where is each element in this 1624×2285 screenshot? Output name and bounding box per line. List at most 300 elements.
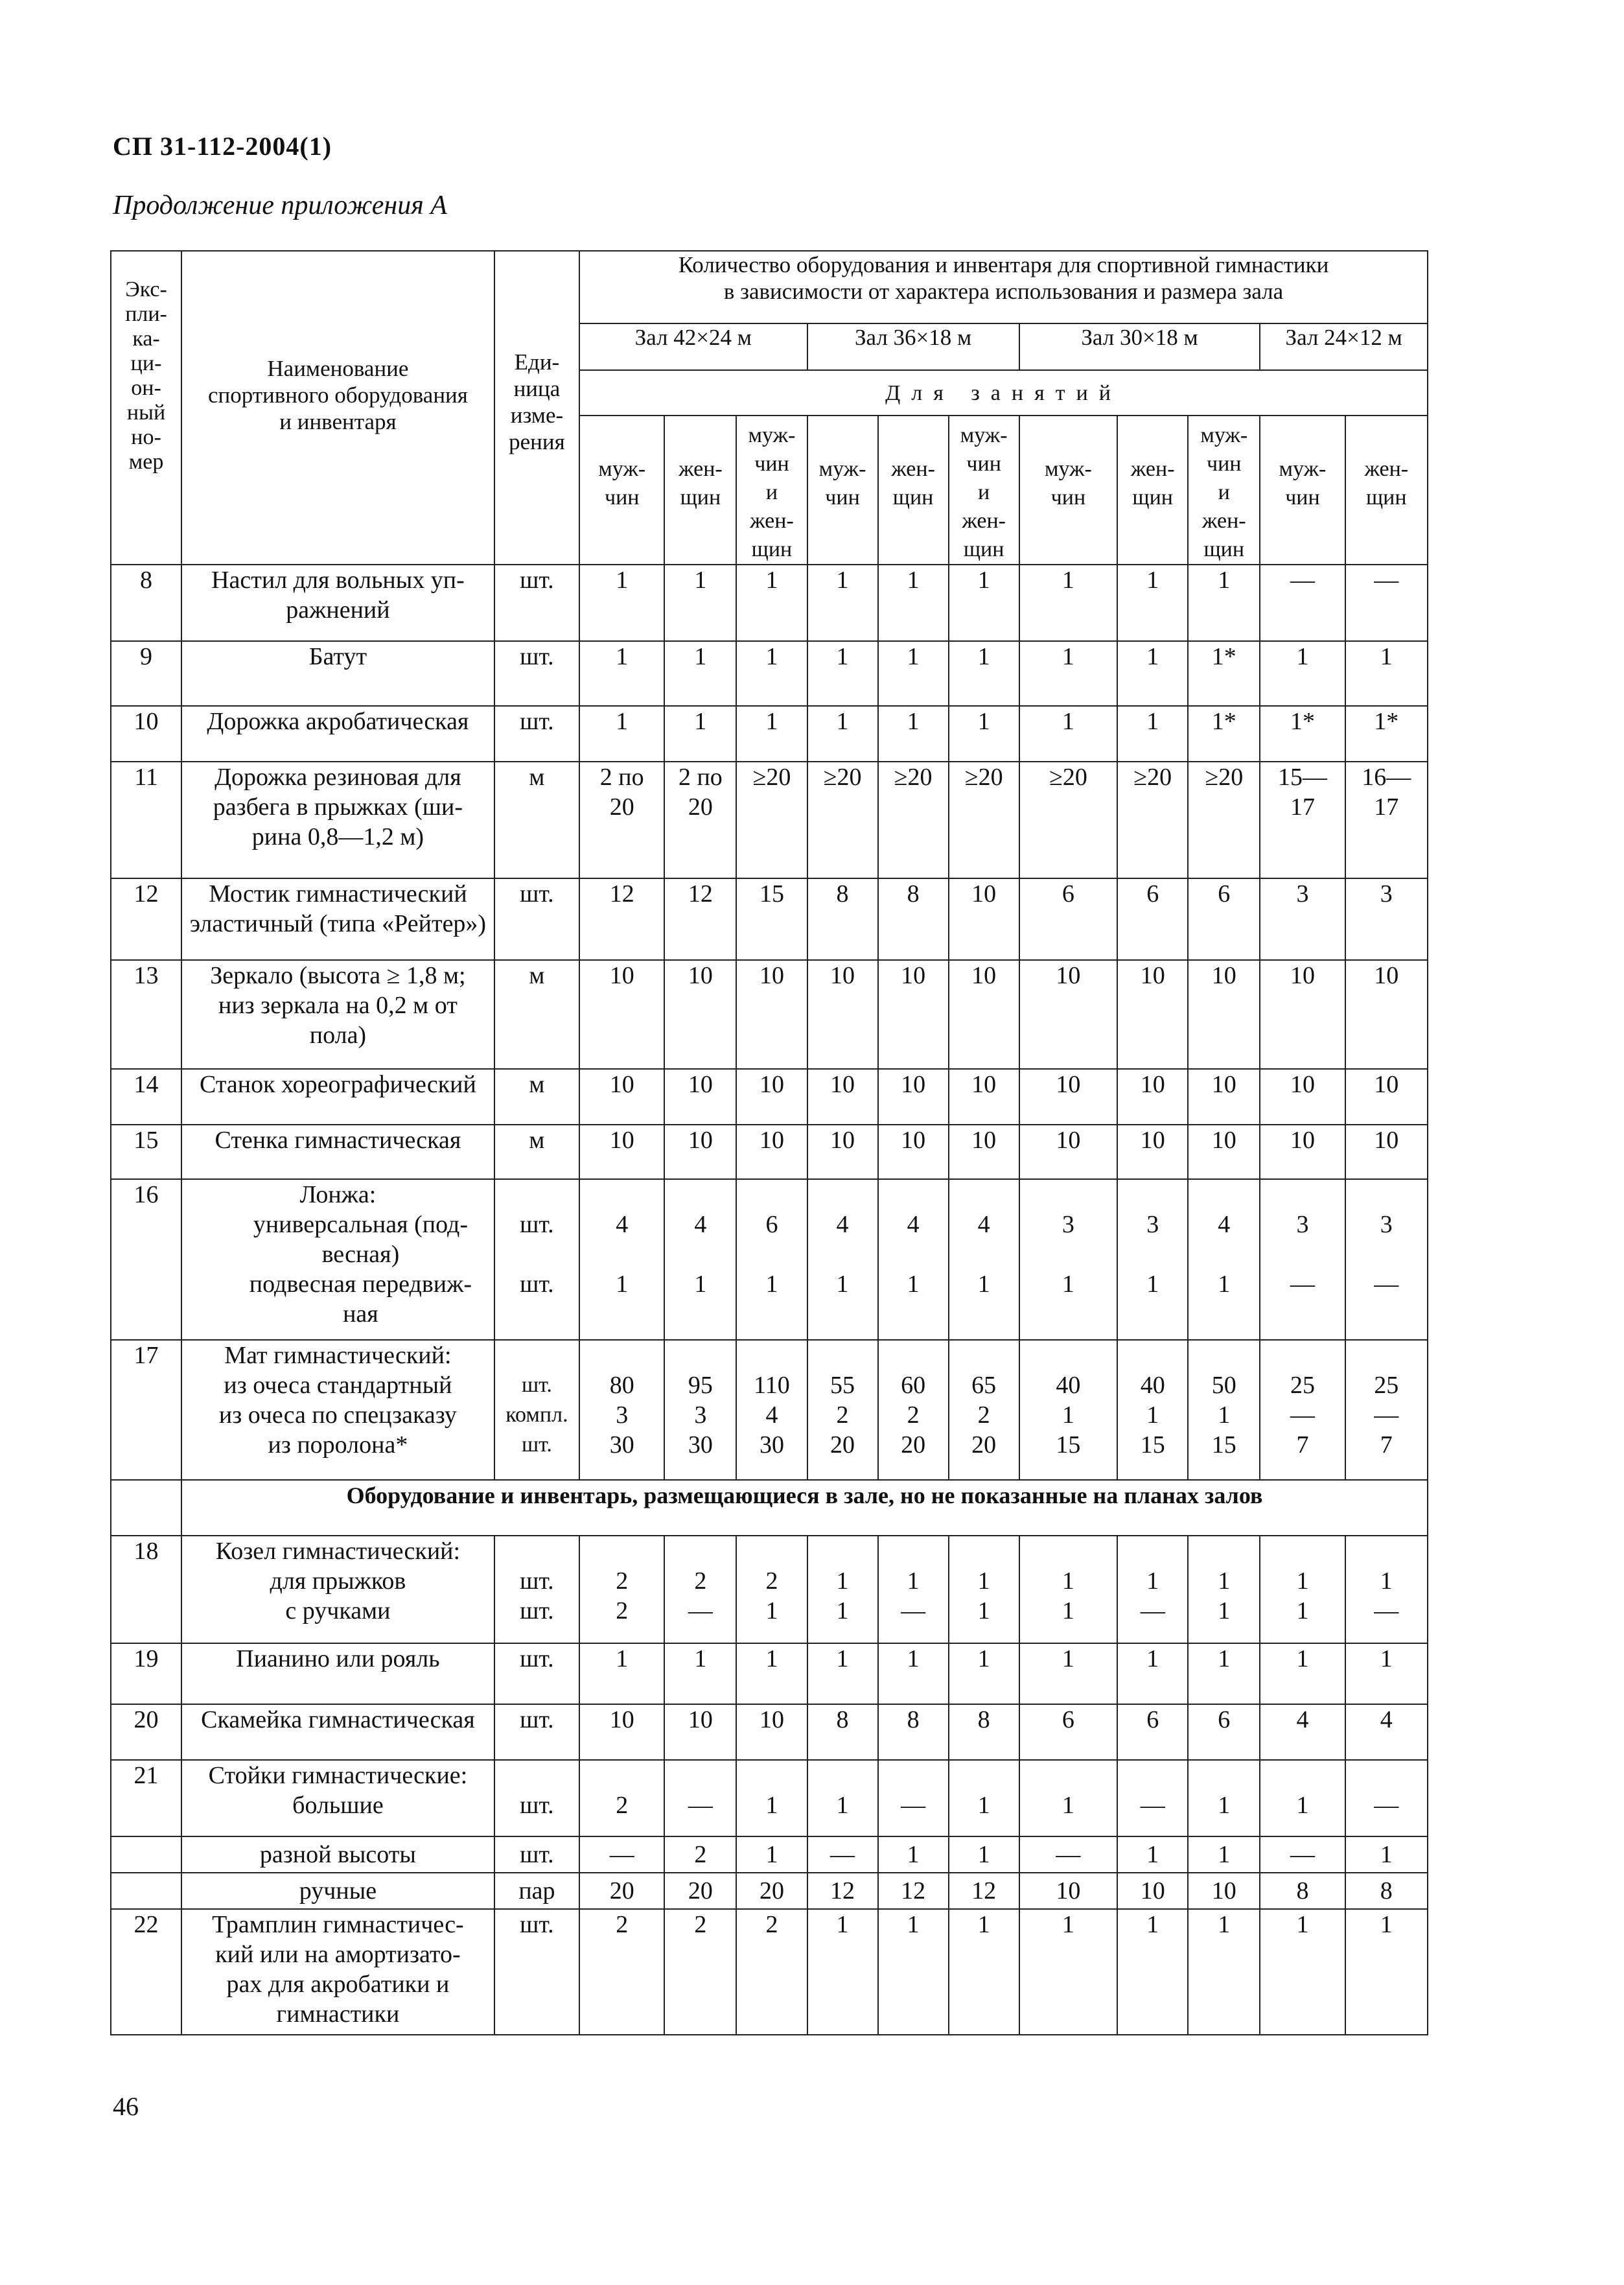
equipment-name: ручные bbox=[181, 1873, 494, 1909]
equipment-name: Зеркало (высота ≥ 1,8 м; низ зеркала на 0,2 м от пола) bbox=[181, 960, 494, 1069]
quantity-cell: 1 bbox=[1117, 641, 1188, 706]
quantity-cell: 10 bbox=[736, 960, 807, 1069]
quantity-cell: 1 1 bbox=[807, 1536, 878, 1643]
quantity-cell: 1 bbox=[1260, 641, 1345, 706]
quantity-cell: 1 bbox=[1260, 1909, 1345, 2035]
quantity-cell: 10 bbox=[664, 1069, 736, 1125]
equipment-name: Стойки гимнастические: большие bbox=[181, 1760, 494, 1836]
quantity-cell: 1 bbox=[736, 1643, 807, 1704]
quantity-cell: 1* bbox=[1260, 706, 1345, 762]
quantity-cell: 1 bbox=[949, 706, 1019, 762]
header-sub-both: муж- чин и жен- щин bbox=[949, 416, 1019, 565]
quantity-cell: 1 1 bbox=[949, 1536, 1019, 1643]
quantity-cell: 1 bbox=[949, 1643, 1019, 1704]
quantity-cell: 2 — bbox=[664, 1536, 736, 1643]
quantity-cell: 1 bbox=[807, 706, 878, 762]
quantity-cell: 1* bbox=[1188, 706, 1260, 762]
quantity-cell: ≥20 bbox=[807, 762, 878, 878]
quantity-cell: 1 bbox=[664, 641, 736, 706]
row-number: 16 bbox=[111, 1179, 181, 1340]
quantity-cell: 10 bbox=[736, 1704, 807, 1760]
quantity-cell: 1 bbox=[878, 641, 949, 706]
header-quantity-group: Количество оборудования и инвентаря для спортивной гимнастики в зависимости от характера использования и размера зала bbox=[579, 251, 1428, 323]
quantity-cell: 8 bbox=[807, 878, 878, 960]
table-row bbox=[111, 762, 1428, 878]
section-title: Оборудование и инвентарь, размещающиеся в зале, но не показанные на планах залов bbox=[181, 1480, 1428, 1536]
quantity-value: 4 bbox=[616, 1211, 629, 1238]
quantity-cell: 2 bbox=[664, 1836, 736, 1873]
quantity-value: 1 bbox=[836, 1271, 849, 1298]
quantity-cell: 1 1 bbox=[1188, 1536, 1260, 1643]
quantity-cell: — bbox=[664, 1760, 736, 1836]
unit-cell: шт. bbox=[494, 706, 579, 762]
quantity-cell: 1 bbox=[1019, 565, 1117, 641]
quantity-cell: 10 bbox=[1188, 1125, 1260, 1179]
quantity-cell: 40 1 15 bbox=[1117, 1340, 1188, 1480]
quantity-cell: 3 bbox=[1345, 878, 1428, 960]
quantity-cell bbox=[878, 1179, 949, 1340]
quantity-cell: 1 bbox=[1345, 1643, 1428, 1704]
quantity-cell: 10 bbox=[1188, 1873, 1260, 1909]
header-sub-women: жен- щин bbox=[664, 416, 736, 565]
quantity-cell: 10 bbox=[1019, 1873, 1117, 1909]
quantity-cell: ≥20 bbox=[1117, 762, 1188, 878]
header-for-classes: Для занятий bbox=[579, 370, 1428, 416]
header-unit: Еди- ница изме- рения bbox=[494, 251, 579, 565]
quantity-cell: 1 bbox=[664, 1643, 736, 1704]
quantity-cell: 1 bbox=[949, 565, 1019, 641]
equipment-name: Трамплин гимнастичес- кий или на амортизато- рах для акробатики и гимнастики bbox=[181, 1909, 494, 2035]
quantity-cell: 6 bbox=[1188, 1704, 1260, 1760]
quantity-cell: ≥20 bbox=[1019, 762, 1117, 878]
quantity-value: 3 bbox=[1296, 1211, 1309, 1238]
quantity-cell: 1 bbox=[664, 706, 736, 762]
quantity-cell: 10 bbox=[579, 1069, 664, 1125]
quantity-cell: 2 bbox=[579, 1760, 664, 1836]
quantity-cell: 1 bbox=[1188, 1909, 1260, 2035]
table-row bbox=[111, 1909, 1428, 2035]
quantity-cell: 1 bbox=[1019, 706, 1117, 762]
quantity-cell: — bbox=[1345, 565, 1428, 641]
quantity-cell: 8 bbox=[1345, 1873, 1428, 1909]
equipment-name: Настил для вольных уп- ражнений bbox=[181, 565, 494, 641]
quantity-cell: 8 bbox=[807, 1704, 878, 1760]
quantity-cell: 60 2 20 bbox=[878, 1340, 949, 1480]
quantity-cell bbox=[1019, 1179, 1117, 1340]
quantity-cell: 1 bbox=[1188, 1760, 1260, 1836]
unit-cell: шт. bbox=[494, 1909, 579, 2035]
quantity-cell: 1 — bbox=[1117, 1536, 1188, 1643]
quantity-cell: 1 bbox=[1117, 1909, 1188, 2035]
header-sub-men: муж- чин bbox=[1260, 416, 1345, 565]
quantity-cell bbox=[949, 1179, 1019, 1340]
quantity-cell: 1 bbox=[579, 1643, 664, 1704]
quantity-cell: 1 bbox=[736, 565, 807, 641]
quantity-value: 1 bbox=[1218, 1271, 1231, 1298]
quantity-cell: 1 bbox=[949, 1909, 1019, 2035]
quantity-cell: 2 bbox=[664, 1909, 736, 2035]
unit-cell: шт. bbox=[494, 1760, 579, 1836]
equipment-name: Батут bbox=[181, 641, 494, 706]
quantity-cell: 1 bbox=[579, 706, 664, 762]
unit-cell: шт. bbox=[494, 565, 579, 641]
quantity-cell: 1 bbox=[1117, 1836, 1188, 1873]
quantity-cell: 80 3 30 bbox=[579, 1340, 664, 1480]
table-row bbox=[111, 960, 1428, 1069]
table-row bbox=[111, 706, 1428, 762]
quantity-cell bbox=[664, 1179, 736, 1340]
quantity-cell: 4 bbox=[1260, 1704, 1345, 1760]
unit-cell: пар bbox=[494, 1873, 579, 1909]
row-number: 14 bbox=[111, 1069, 181, 1125]
quantity-cell: 50 1 15 bbox=[1188, 1340, 1260, 1480]
row-number bbox=[111, 1480, 181, 1536]
quantity-cell: 1 bbox=[1188, 1643, 1260, 1704]
header-sub-women: жен- щин bbox=[878, 416, 949, 565]
quantity-cell: 2 1 bbox=[736, 1536, 807, 1643]
quantity-cell: 1 bbox=[1019, 1909, 1117, 2035]
equipment-name: Дорожка резиновая для разбега в прыжках (ши- рина 0,8—1,2 м) bbox=[181, 762, 494, 878]
row-number: 21 bbox=[111, 1760, 181, 1836]
quantity-value: 6 bbox=[765, 1211, 778, 1238]
header-equipment-name: Наименование спортивного оборудования и инвентаря bbox=[181, 251, 494, 565]
quantity-cell: 8 bbox=[878, 1704, 949, 1760]
quantity-value: 4 bbox=[907, 1211, 920, 1238]
equipment-name: Дорожка акробатическая bbox=[181, 706, 494, 762]
quantity-cell: 1 bbox=[878, 1836, 949, 1873]
equipment-name: Мат гимнастический: из очеса стандартный из очеса по спецзаказу из поролона* bbox=[181, 1340, 494, 1480]
table-row bbox=[111, 1643, 1428, 1704]
quantity-value: 4 bbox=[836, 1211, 849, 1238]
quantity-cell: 10 bbox=[1117, 1873, 1188, 1909]
quantity-cell: 10 bbox=[949, 960, 1019, 1069]
quantity-cell: ≥20 bbox=[1188, 762, 1260, 878]
table-row bbox=[111, 1125, 1428, 1179]
quantity-cell: 1* bbox=[1188, 641, 1260, 706]
quantity-cell: — bbox=[807, 1836, 878, 1873]
quantity-cell: 1 bbox=[736, 706, 807, 762]
table-row bbox=[111, 565, 1428, 641]
quantity-cell bbox=[736, 1179, 807, 1340]
unit-cell: шт. bbox=[494, 1643, 579, 1704]
quantity-cell: 1 — bbox=[1345, 1536, 1428, 1643]
quantity-cell: 10 bbox=[1345, 960, 1428, 1069]
equipment-table bbox=[110, 250, 1428, 2035]
quantity-value: 3 bbox=[1380, 1211, 1393, 1238]
quantity-cell bbox=[1260, 1179, 1345, 1340]
quantity-cell: 12 bbox=[949, 1873, 1019, 1909]
unit-cell: шт. bbox=[494, 641, 579, 706]
quantity-cell: 12 bbox=[807, 1873, 878, 1909]
table-row bbox=[111, 1760, 1428, 1836]
header-sub-men: муж- чин bbox=[1019, 416, 1117, 565]
header-sub-women: жен- щин bbox=[1345, 416, 1428, 565]
quantity-cell: 8 bbox=[949, 1704, 1019, 1760]
quantity-cell: 12 bbox=[579, 878, 664, 960]
quantity-cell: 10 bbox=[1117, 1069, 1188, 1125]
quantity-value: шт. bbox=[520, 1211, 554, 1238]
quantity-cell: 10 bbox=[1345, 1069, 1428, 1125]
header-hall-42x24: Зал 42×24 м bbox=[579, 323, 807, 370]
quantity-value: 3 bbox=[1146, 1211, 1159, 1238]
quantity-cell: 40 1 15 bbox=[1019, 1340, 1117, 1480]
quantity-value: 4 bbox=[977, 1211, 990, 1238]
equipment-name: Мостик гимнастический эластичный (типа «Рейтер») bbox=[181, 878, 494, 960]
quantity-cell: 1 bbox=[1019, 1643, 1117, 1704]
quantity-cell: 16— 17 bbox=[1345, 762, 1428, 878]
table-row bbox=[111, 1704, 1428, 1760]
quantity-cell: 1 bbox=[949, 641, 1019, 706]
header-sub-women: жен- щин bbox=[1117, 416, 1188, 565]
quantity-cell: 10 bbox=[878, 960, 949, 1069]
row-number: 13 bbox=[111, 960, 181, 1069]
quantity-cell: ≥20 bbox=[949, 762, 1019, 878]
quantity-value: 1 bbox=[1146, 1271, 1159, 1298]
quantity-cell: 6 bbox=[1117, 878, 1188, 960]
quantity-cell: 1 1 bbox=[1260, 1536, 1345, 1643]
quantity-cell: 10 bbox=[1019, 1125, 1117, 1179]
equipment-name bbox=[181, 1179, 494, 1340]
quantity-cell: — bbox=[878, 1760, 949, 1836]
quantity-cell: 10 bbox=[664, 1704, 736, 1760]
quantity-cell: 10 bbox=[1019, 960, 1117, 1069]
quantity-cell: 10 bbox=[736, 1125, 807, 1179]
quantity-cell: — bbox=[1117, 1760, 1188, 1836]
quantity-cell: 10 bbox=[1117, 1125, 1188, 1179]
quantity-cell: 1 bbox=[878, 565, 949, 641]
quantity-cell: 3 bbox=[1260, 878, 1345, 960]
table-row bbox=[111, 1480, 1428, 1536]
quantity-cell: 1 bbox=[1188, 1836, 1260, 1873]
quantity-value: 1 bbox=[616, 1271, 629, 1298]
header-hall-30x18: Зал 30×18 м bbox=[1019, 323, 1260, 370]
row-number: 19 bbox=[111, 1643, 181, 1704]
quantity-cell: 55 2 20 bbox=[807, 1340, 878, 1480]
quantity-cell: 1 bbox=[807, 1643, 878, 1704]
quantity-cell: 10 bbox=[1188, 1069, 1260, 1125]
quantity-cell: 10 bbox=[736, 1069, 807, 1125]
equipment-name: Пианино или рояль bbox=[181, 1643, 494, 1704]
quantity-cell: 1 bbox=[807, 1909, 878, 2035]
quantity-cell: 110 4 30 bbox=[736, 1340, 807, 1480]
quantity-cell: 20 bbox=[579, 1873, 664, 1909]
row-number: 9 bbox=[111, 641, 181, 706]
quantity-cell: 6 bbox=[1117, 1704, 1188, 1760]
quantity-cell: 1 bbox=[1345, 1836, 1428, 1873]
quantity-cell: 8 bbox=[1260, 1873, 1345, 1909]
page-number: 46 bbox=[113, 2092, 139, 2121]
table-row bbox=[111, 1179, 1428, 1340]
quantity-cell: 10 bbox=[878, 1069, 949, 1125]
quantity-cell: 10 bbox=[949, 1069, 1019, 1125]
unit-cell: шт. шт. bbox=[494, 1536, 579, 1643]
quantity-cell: 25 — 7 bbox=[1260, 1340, 1345, 1480]
quantity-cell: 1 1 bbox=[1019, 1536, 1117, 1643]
quantity-cell: 2 по 20 bbox=[664, 762, 736, 878]
quantity-cell: ≥20 bbox=[878, 762, 949, 878]
quantity-cell: — bbox=[1019, 1836, 1117, 1873]
equipment-subtype: подвесная передвиж- ная bbox=[249, 1271, 472, 1328]
quantity-cell: 8 bbox=[878, 878, 949, 960]
quantity-cell: 1 bbox=[736, 641, 807, 706]
quantity-value: 1 bbox=[1061, 1271, 1074, 1298]
quantity-cell: 1* bbox=[1345, 706, 1428, 762]
quantity-cell: 12 bbox=[878, 1873, 949, 1909]
quantity-cell: 15— 17 bbox=[1260, 762, 1345, 878]
quantity-cell: 10 bbox=[878, 1125, 949, 1179]
quantity-cell: — bbox=[1260, 565, 1345, 641]
header-hall-36x18: Зал 36×18 м bbox=[807, 323, 1019, 370]
unit-cell: м bbox=[494, 960, 579, 1069]
row-number: 18 bbox=[111, 1536, 181, 1643]
quantity-cell: 20 bbox=[736, 1873, 807, 1909]
row-number: 20 bbox=[111, 1704, 181, 1760]
row-number bbox=[111, 1836, 181, 1873]
row-number: 8 bbox=[111, 565, 181, 641]
row-number: 10 bbox=[111, 706, 181, 762]
quantity-cell: 1 bbox=[807, 565, 878, 641]
header-expl-number: Экс- пли- ка- ци- он- ный но- мер bbox=[111, 251, 181, 565]
quantity-cell: 10 bbox=[1188, 960, 1260, 1069]
quantity-cell: 10 bbox=[664, 1125, 736, 1179]
quantity-cell: 1 bbox=[878, 1909, 949, 2035]
quantity-cell: 1 bbox=[1260, 1643, 1345, 1704]
quantity-cell: 10 bbox=[664, 960, 736, 1069]
quantity-cell: 10 bbox=[807, 960, 878, 1069]
quantity-value: 1 bbox=[977, 1271, 990, 1298]
quantity-cell: 1 bbox=[579, 565, 664, 641]
quantity-value: 3 bbox=[1061, 1211, 1074, 1238]
quantity-cell: 1 bbox=[579, 641, 664, 706]
header-hall-24x12: Зал 24×12 м bbox=[1260, 323, 1428, 370]
quantity-cell: 25 — 7 bbox=[1345, 1340, 1428, 1480]
quantity-cell: 12 bbox=[664, 878, 736, 960]
table-row bbox=[111, 1340, 1428, 1480]
quantity-cell: 1 bbox=[949, 1760, 1019, 1836]
quantity-cell: 10 bbox=[807, 1125, 878, 1179]
table-row bbox=[111, 1069, 1428, 1125]
table-row bbox=[111, 1873, 1428, 1909]
quantity-cell: 10 bbox=[949, 878, 1019, 960]
unit-cell: шт. bbox=[494, 1704, 579, 1760]
quantity-cell bbox=[807, 1179, 878, 1340]
quantity-cell: ≥20 bbox=[736, 762, 807, 878]
quantity-cell: 10 bbox=[1260, 960, 1345, 1069]
header-sub-both: муж- чин и жен- щин bbox=[1188, 416, 1260, 565]
quantity-cell: 4 bbox=[1345, 1704, 1428, 1760]
quantity-cell: 1 bbox=[878, 706, 949, 762]
table-row bbox=[111, 878, 1428, 960]
quantity-cell: 1 bbox=[736, 1836, 807, 1873]
quantity-value: 1 bbox=[765, 1271, 778, 1298]
quantity-value: 4 bbox=[1218, 1211, 1231, 1238]
quantity-cell: 1 bbox=[807, 1760, 878, 1836]
quantity-cell: 10 bbox=[1117, 960, 1188, 1069]
quantity-cell: 95 3 30 bbox=[664, 1340, 736, 1480]
equipment-name-title: Лонжа: bbox=[299, 1181, 377, 1208]
quantity-cell: 1 bbox=[949, 1836, 1019, 1873]
quantity-cell bbox=[1117, 1179, 1188, 1340]
quantity-cell: 1 bbox=[1345, 641, 1428, 706]
quantity-cell: 6 bbox=[1019, 1704, 1117, 1760]
equipment-name: Козел гимнастический: для прыжков с ручками bbox=[181, 1536, 494, 1643]
unit-cell: шт. bbox=[494, 878, 579, 960]
quantity-value: 1 bbox=[694, 1271, 707, 1298]
quantity-cell: 1 bbox=[807, 641, 878, 706]
quantity-value: 4 bbox=[694, 1211, 707, 1238]
table-row bbox=[111, 641, 1428, 706]
row-number: 17 bbox=[111, 1340, 181, 1480]
quantity-value: шт. bbox=[520, 1271, 554, 1298]
quantity-cell: 1 bbox=[1188, 565, 1260, 641]
quantity-cell: 10 bbox=[1019, 1069, 1117, 1125]
header-sub-both: муж- чин и жен- щин bbox=[736, 416, 807, 565]
row-number: 11 bbox=[111, 762, 181, 878]
quantity-cell: 1 bbox=[736, 1760, 807, 1836]
row-number bbox=[111, 1873, 181, 1909]
quantity-cell: 2 bbox=[736, 1909, 807, 2035]
quantity-cell: 10 bbox=[579, 1704, 664, 1760]
quantity-value: 1 bbox=[907, 1271, 920, 1298]
appendix-continuation-title: Продолжение приложения А bbox=[113, 191, 447, 220]
quantity-cell: — bbox=[1260, 1836, 1345, 1873]
quantity-cell: 1 bbox=[1117, 706, 1188, 762]
quantity-cell: 1 bbox=[1345, 1909, 1428, 2035]
header-sub-men: муж- чин bbox=[579, 416, 664, 565]
quantity-cell bbox=[1345, 1179, 1428, 1340]
quantity-cell: 65 2 20 bbox=[949, 1340, 1019, 1480]
equipment-subtype: универсальная (под- весная) bbox=[253, 1211, 468, 1268]
equipment-name: Станок хореографический bbox=[181, 1069, 494, 1125]
unit-cell: шт. компл. шт. bbox=[494, 1340, 579, 1480]
quantity-cell: 2 2 bbox=[579, 1536, 664, 1643]
quantity-cell: 1 — bbox=[878, 1536, 949, 1643]
row-number: 15 bbox=[111, 1125, 181, 1179]
unit-cell: шт. bbox=[494, 1836, 579, 1873]
unit-cell: м bbox=[494, 762, 579, 878]
quantity-cell bbox=[579, 1179, 664, 1340]
quantity-cell: 10 bbox=[1260, 1125, 1345, 1179]
quantity-value: — bbox=[1290, 1271, 1315, 1298]
quantity-cell: 10 bbox=[1345, 1125, 1428, 1179]
quantity-cell: 10 bbox=[807, 1069, 878, 1125]
quantity-cell: 1 bbox=[1117, 565, 1188, 641]
equipment-name: Скамейка гимнастическая bbox=[181, 1704, 494, 1760]
quantity-cell: 1 bbox=[1019, 641, 1117, 706]
quantity-cell: 10 bbox=[579, 1125, 664, 1179]
quantity-cell: 2 bbox=[579, 1909, 664, 2035]
quantity-cell: 10 bbox=[579, 960, 664, 1069]
quantity-cell: 6 bbox=[1019, 878, 1117, 960]
quantity-cell: 10 bbox=[1260, 1069, 1345, 1125]
unit-cell bbox=[494, 1179, 579, 1340]
equipment-name: Стенка гимнастическая bbox=[181, 1125, 494, 1179]
quantity-cell: 15 bbox=[736, 878, 807, 960]
unit-cell: м bbox=[494, 1125, 579, 1179]
row-number: 12 bbox=[111, 878, 181, 960]
unit-cell: м bbox=[494, 1069, 579, 1125]
quantity-value: — bbox=[1374, 1271, 1399, 1298]
table-row bbox=[111, 1836, 1428, 1873]
table-row bbox=[111, 251, 1428, 323]
quantity-cell: 6 bbox=[1188, 878, 1260, 960]
quantity-cell: — bbox=[1345, 1760, 1428, 1836]
quantity-cell bbox=[1188, 1179, 1260, 1340]
quantity-cell: 2 по 20 bbox=[579, 762, 664, 878]
document-code: СП 31-112-2004(1) bbox=[113, 132, 332, 161]
quantity-cell: 1 bbox=[1117, 1643, 1188, 1704]
table-row bbox=[111, 1536, 1428, 1643]
